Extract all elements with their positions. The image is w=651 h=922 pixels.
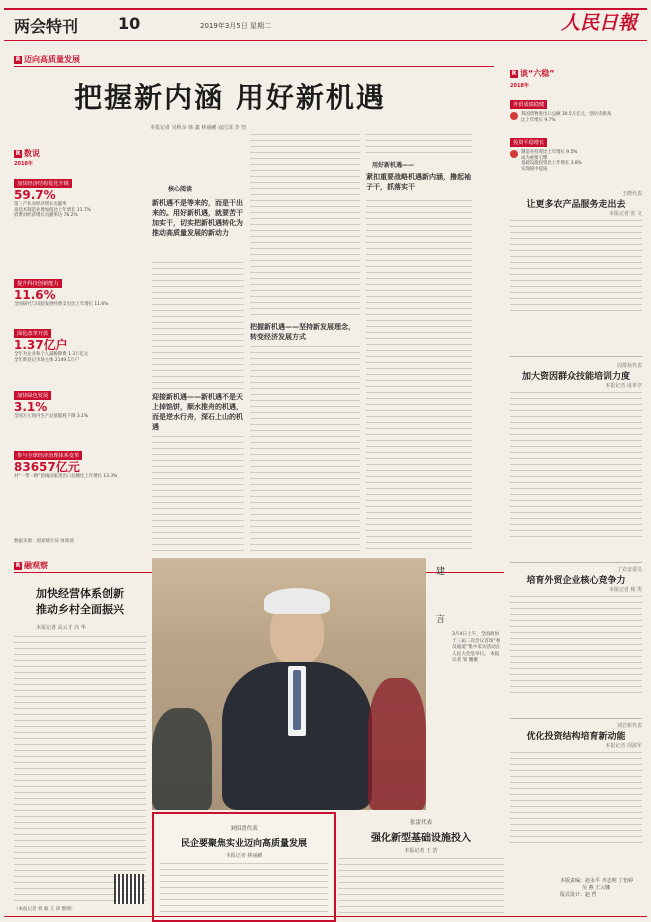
right-article-author: 丁农安委员	[616, 567, 642, 573]
data-block-figure: 59.7%	[14, 188, 56, 202]
data-block-figure: 83657亿元	[14, 460, 80, 474]
article-body-text	[338, 858, 504, 916]
boxed-article-title: 民企要聚焦实业迈向高质量发展	[180, 839, 307, 849]
photo-caption	[452, 632, 502, 665]
data-block-title: 加快绿色发展	[14, 391, 51, 400]
section-mark-icon: R	[511, 70, 517, 77]
data-item: 第三产业对经济增长贡献率	[14, 202, 67, 207]
talk-item: 我国货物进出口总额 30.5万亿元，创历史新高	[521, 112, 612, 117]
talk-item: 比上年增长 9.7%	[521, 117, 556, 123]
article-body-text	[250, 134, 360, 318]
talk-item: 成为重要引擎	[521, 155, 548, 161]
data-panel	[14, 160, 146, 552]
issue-date: 2019年3月5日 星期二	[200, 22, 271, 30]
boxed-article	[152, 812, 336, 922]
article-body-text	[510, 752, 642, 848]
boxed-article-author: 刘招喜代表	[230, 826, 258, 832]
right-article	[510, 722, 642, 848]
header-top-rule	[4, 8, 647, 10]
article-body-text	[14, 636, 146, 906]
data-item: 消费对经济增长贡献率达 76.2%	[14, 213, 78, 218]
talk-section-label: 谈“六稳”	[520, 69, 555, 78]
financing-section-tag	[14, 560, 48, 571]
cargo-icon	[510, 112, 518, 120]
editors-credit	[560, 878, 633, 899]
talk-item: 制造业投资比上年增长 9.5%	[521, 150, 578, 155]
talk-box-title: 外贸成绩稳健	[510, 100, 547, 109]
section-mark-icon: R	[15, 150, 21, 157]
right-article-reporter: 本报记者 杨 笑	[608, 587, 642, 593]
article-body-text	[152, 436, 244, 552]
data-block-figure: 1.37亿户	[14, 338, 68, 352]
data-block	[14, 320, 146, 363]
data-block	[14, 170, 146, 219]
qr-code	[114, 874, 144, 904]
page-number: 10	[118, 14, 141, 33]
right-article-title: 让更多农产品服务走出去	[526, 200, 626, 210]
data-section-label: 数说	[24, 149, 40, 158]
article-body-text	[510, 220, 642, 312]
middle-article-author: 张雷代表	[409, 820, 432, 826]
lead-section-label: 迈向高质量发展	[24, 55, 80, 64]
right-article	[510, 190, 642, 312]
subhead-label: 用好新机遇——	[372, 162, 415, 169]
talk-item: 实现稳中提质	[521, 166, 548, 172]
conference-photo	[152, 558, 426, 810]
photo-caption-label: 建 言	[434, 566, 444, 641]
data-year: 2018年	[14, 161, 33, 167]
data-block-title: 提升科技创新能力	[14, 279, 62, 288]
talk-box-title: 投资平稳增长	[510, 138, 547, 147]
data-item: 全年新登记市场主体 2149.1万户	[14, 357, 80, 363]
data-source: 数据来源：国家统计局 财政部	[14, 539, 74, 544]
core-reading-title: 核心阅读	[168, 186, 193, 193]
data-block	[14, 382, 146, 420]
right-article-author: 刘岩新代表	[616, 723, 642, 729]
page-header	[0, 0, 651, 46]
background-person	[368, 678, 426, 810]
section-mark-icon: R	[15, 562, 21, 569]
designer-line: 版式设计：赵 哲	[560, 892, 597, 898]
section-mark-icon: R	[15, 56, 21, 63]
data-item: 全年为企业和个人减税降费 1.3万亿元	[14, 352, 89, 357]
data-block-figure: 11.6%	[14, 288, 56, 302]
core-reading-text: 新机遇不是等来的，而是干出来的。用好新机遇，就要苦干加实干，切实把新机遇转化为推动高质量发展的新动力	[152, 199, 243, 237]
divider	[510, 718, 642, 719]
lead-byline: 本报记者 吴秋余 韩 鑫 林丽鹂 寇江泽 李 坚	[150, 125, 247, 131]
article-body-text	[510, 392, 642, 542]
right-article-author: 王晓代表	[621, 191, 642, 197]
article-body-text	[152, 262, 244, 390]
article-body-text	[250, 346, 360, 552]
talk-panel	[510, 82, 642, 174]
data-block-title: 深化改革开放	[14, 329, 51, 338]
financing-headline	[14, 586, 146, 618]
right-article-author: 周群孙代表	[616, 363, 642, 369]
financing-note: （本报记者 刘 毅 王 沛 整理）	[14, 907, 76, 912]
right-article-title: 优化投资结构培育新动能	[526, 732, 626, 742]
right-article	[510, 362, 642, 542]
article-body-text	[366, 134, 472, 156]
middle-article	[338, 818, 504, 916]
editors-line: 吴 燕 王云娜	[582, 885, 611, 891]
talk-year: 2018年	[510, 83, 529, 89]
right-article-reporter: 本报记者 张 文	[608, 211, 642, 217]
speaker-tie	[293, 670, 301, 730]
right-article-title: 加大资因群众技能培训力度	[521, 372, 630, 382]
section-name: 两会特刊	[14, 17, 79, 36]
article-body-text	[366, 200, 472, 552]
right-article-reporter: 本报记者 庞革亭	[605, 383, 642, 389]
article-body-text	[510, 596, 642, 696]
photo-credit: 本报记者 邹 鹏摄	[452, 651, 500, 663]
header-bottom-rule	[4, 40, 647, 41]
footer-rule	[4, 916, 647, 917]
data-item: 高技术制造业增加值比上年增长 11.7%	[14, 207, 91, 213]
lead-section-tag	[14, 54, 80, 65]
data-item: 全国万元国内生产总值能耗下降 3.1%	[14, 414, 89, 419]
talk-section-tag	[510, 68, 555, 79]
newspaper-logo: 人民日報	[560, 12, 637, 34]
data-item: 对“一带一路”沿线国家进出口总额比上年增长 13.3%	[14, 474, 118, 479]
right-article-title: 培育外贸企业核心竞争力	[526, 576, 626, 586]
right-article	[510, 566, 642, 696]
article-subhead: 把握新机遇——坚持新发展理念，转变经济发展方式	[250, 323, 355, 341]
financing-section-label: 融观察	[24, 561, 48, 570]
photo-caption-text: 3月4日上午，全国政协十三届二次会议首场“委员通道”集中采访活动在人民大会堂举行。	[452, 632, 501, 657]
data-block	[14, 270, 146, 308]
data-block-title: 加快经济结构优化升级	[14, 179, 72, 188]
middle-article-reporter: 本报记者 王 浩	[404, 848, 438, 854]
speaker-hair	[264, 588, 330, 614]
middle-article-title: 强化新型基础设施投入	[371, 833, 471, 844]
foreground-silhouette	[152, 708, 212, 810]
data-block-figure: 3.1%	[14, 400, 48, 414]
divider	[510, 562, 642, 563]
data-block-title: 参与全球经济治理体系变革	[14, 451, 82, 460]
financing-headline-line: 加快经营体系创新	[36, 587, 124, 600]
data-block	[14, 442, 146, 480]
lead-section-rule	[14, 66, 494, 67]
financing-byline: 本报记者 高云才 冯 华	[36, 625, 86, 631]
data-item: 全国研究与试验发展经费支出比上年增长 11.6%	[14, 302, 109, 307]
main-headline: 把握新内涵 用好新机遇	[74, 81, 386, 114]
article-subhead: 紧扣重要战略机遇新内涵，撸起袖子干，抓落实干	[366, 173, 471, 191]
financing-headline-line: 推动乡村全面振兴	[36, 603, 124, 616]
talk-item: 基础设施投资比上年增长 3.8%	[521, 161, 582, 166]
article-subhead: 迎接新机遇——新机遇不是天上掉馅饼，顺水推舟的机遇，而是逆水行舟，深石上山的机遇	[152, 393, 243, 431]
right-article-reporter: 本报记者 周波军	[605, 743, 642, 749]
power-tower-icon	[510, 150, 518, 158]
article-body-text	[160, 863, 328, 915]
divider	[510, 356, 642, 357]
boxed-article-reporter: 本报记者 林丽鹂	[225, 853, 263, 859]
data-section-tag	[14, 148, 40, 159]
editors-line: 本版责编：赵永平 齐志明 丁怡婷	[560, 878, 634, 884]
